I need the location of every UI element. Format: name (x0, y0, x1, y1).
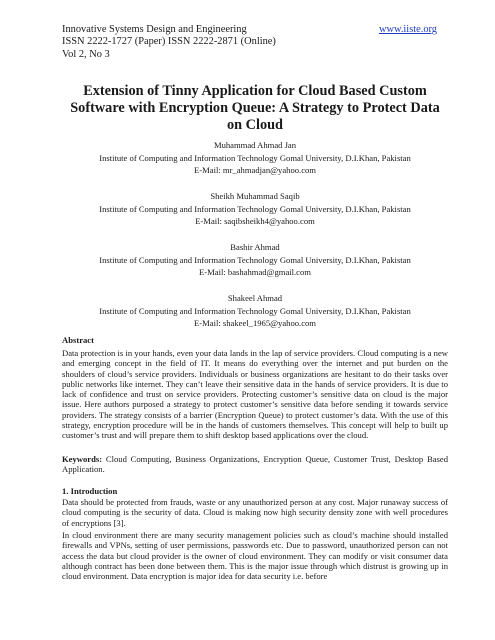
intro-paragraph-1: Data should be protected from frauds, waste or any unauthorized person at any cost. Major runaway success of cloud computing is the security of data. Cloud is making now high security density zone with well procedures of encryptions [3]. (62, 497, 448, 528)
paper-title: Extension of Tinny Application for Cloud Based Custom Software with Encryption Queue: A Strategy to Protect Data on Cloud (70, 83, 440, 134)
author-affiliation: Institute of Computing and Information Technology Gomal University, D.I.Khan, Pakistan (99, 152, 411, 163)
author-name: Muhammad Ahmad Jan (213, 140, 297, 150)
intro-paragraph-2: In cloud environment there are many security management policies such as cloud’s machine should installed firewalls and VPNs, setting of user permissions, passwords etc. Due to password, unauthorized person can not access the data but cloud provider is the owner of cloud environment. They can modify or visit consumer data although contract has been done between them. This is the major issue through which distrust is growing up in cloud environment. Data encryption is major idea for data security i.e. before (62, 530, 448, 581)
author-name: Shakeel Ahmad (227, 293, 283, 303)
abstract-heading: Abstract (62, 335, 94, 345)
author-name: Bashir Ahmad (230, 242, 280, 252)
journal-header (62, 24, 276, 61)
journal-url-link[interactable]: www.iiste.org (378, 24, 437, 35)
author-block (62, 241, 448, 279)
author-affiliation: Institute of Computing and Information Technology Gomal University, D.I.Khan, Pakistan (99, 305, 411, 316)
journal-issn: ISSN 2222-1727 (Paper) ISSN 2222-2871 (Online) (62, 36, 276, 48)
keywords-text: Cloud Computing, Business Organizations, Encryption Queue, Customer Trust, Desktop Based Application. (62, 454, 448, 475)
abstract-text: Data protection is in your hands, even your data lands in the lap of service providers. Cloud computing is a new and emerging concept in the field of IT. It means do everything over the internet and put burden on the shoulders of cloud’s service providers. Individuals or business organizations are hesitant to do their tasks over public networks like internet. They can’t leave their sensitive data in the hands of service providers. It is due to lack of confidence and trust on service providers. Protecting customer’s sensitive data on cloud is the major issue. Here authors purposed a strategy to protect customer’s sensitive data before sending it towards service providers. The strategy consists of a barrier (Encryption Queue) to protect customer’s data. With the use of this strategy, encryption procedure will be in the hands of customers themselves. This concept will help to built up customer’s trust and will prepare them to shift desktop based applications over the cloud. (62, 348, 448, 440)
author-affiliation: Institute of Computing and Information Technology Gomal University, D.I.Khan, Pakistan (99, 203, 411, 214)
author-block (62, 139, 448, 177)
author-email: E-Mail: saqibsheikh4@yahoo.com (195, 216, 315, 227)
author-email: E-Mail: bashahmad@gmail.com (199, 267, 311, 278)
keywords-label: Keywords: (62, 454, 103, 464)
keywords (62, 454, 448, 475)
section-heading-introduction: 1. Introduction (62, 486, 118, 496)
journal-name: Innovative Systems Design and Engineering (62, 24, 247, 35)
journal-volume: Vol 2, No 3 (62, 48, 110, 60)
author-affiliation: Institute of Computing and Information Technology Gomal University, D.I.Khan, Pakistan (99, 254, 411, 265)
author-name: Sheikh Muhammad Saqib (210, 191, 300, 201)
author-block (62, 190, 448, 228)
author-email: E-Mail: mr_ahmadjan@yahoo.com (194, 165, 316, 176)
author-email: E-Mail: shakeel_1965@yahoo.com (194, 318, 316, 329)
author-block (62, 292, 448, 330)
